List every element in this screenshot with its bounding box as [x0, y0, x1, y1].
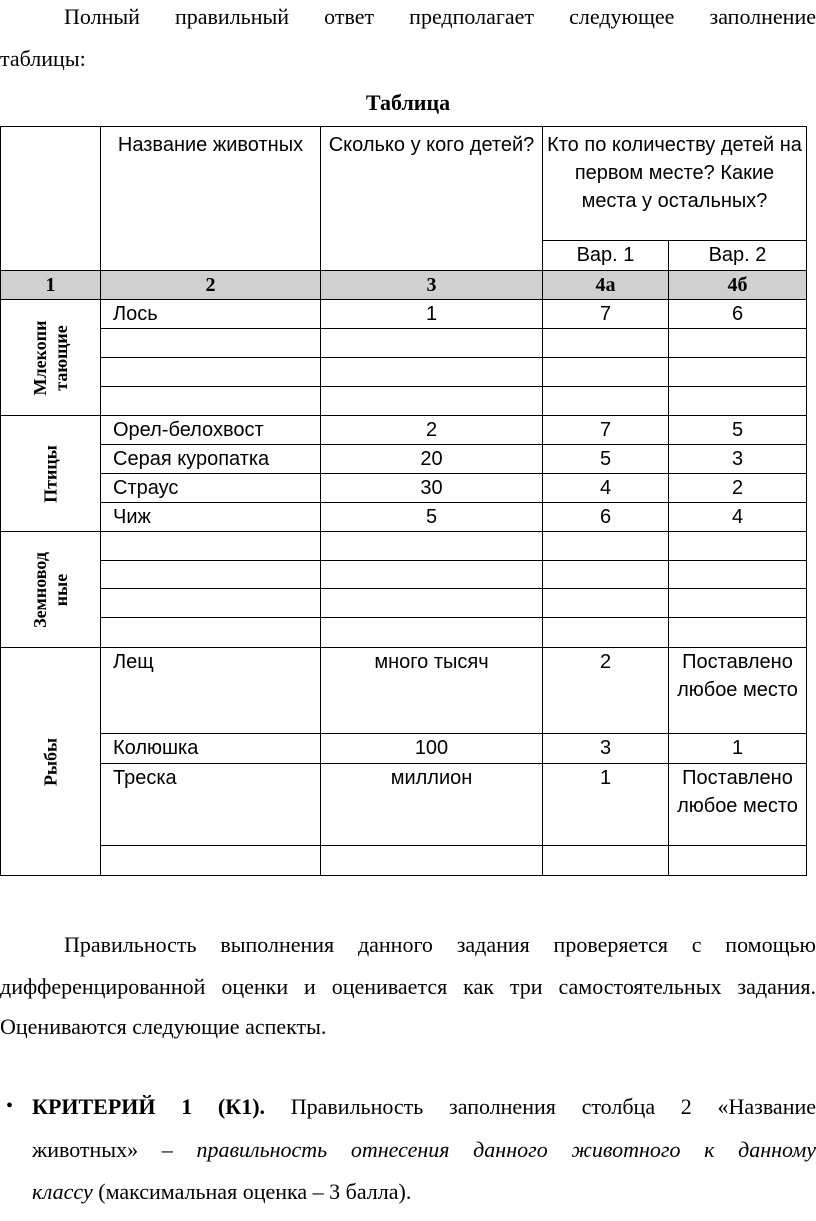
place-var1-cell: 7 [543, 416, 669, 445]
header-place: Кто по количеству детей на первом месте? Какие места у остальных? [543, 127, 807, 241]
place-var1-cell: 4 [543, 474, 669, 503]
group-label-line: Птицы [40, 444, 60, 503]
header-var-2: Вар. 2 [669, 241, 807, 271]
table-row [1, 387, 807, 416]
children-count-cell: много тысяч [321, 648, 543, 734]
place-var1-cell [543, 532, 669, 561]
criterion-line-2 [32, 1133, 816, 1167]
animal-name-cell: Чиж [101, 503, 321, 532]
children-count-cell [321, 846, 543, 876]
animal-name-cell [101, 618, 321, 648]
table-row [1, 300, 807, 329]
column-number-row [1, 271, 807, 300]
place-var2-cell: Поставлено любое место [669, 764, 807, 846]
children-count-cell [321, 329, 543, 358]
place-var1-cell [543, 329, 669, 358]
place-var2-cell: 6 [669, 300, 807, 329]
place-var2-cell [669, 329, 807, 358]
place-var2-cell [669, 532, 807, 561]
animal-name-cell: Орел-белохвост [101, 416, 321, 445]
criterion-line-3 [32, 1175, 816, 1209]
place-var2-cell [669, 589, 807, 618]
place-var2-cell: Поставлено любое место [669, 648, 807, 734]
table-row [1, 532, 807, 561]
place-var2-cell: 2 [669, 474, 807, 503]
column-number: 2 [101, 271, 321, 300]
children-count-cell: 100 [321, 734, 543, 764]
column-number: 4а [543, 271, 669, 300]
table-row [1, 445, 807, 474]
header-corner-cell [1, 127, 101, 271]
children-count-cell: 30 [321, 474, 543, 503]
place-var1-cell: 3 [543, 734, 669, 764]
para2-line-2: дифференцированной оценки и оценивается как три самостоятельных задания. [0, 974, 816, 999]
table-row [1, 474, 807, 503]
animal-name-cell [101, 561, 321, 589]
group-label-line: тающие [50, 324, 71, 391]
table-row [1, 561, 807, 589]
children-count-cell: 1 [321, 300, 543, 329]
animal-name-cell: Серая куропатка [101, 445, 321, 474]
place-var1-cell [543, 561, 669, 589]
table-row [1, 846, 807, 876]
children-count-cell: миллион [321, 764, 543, 846]
table-row [1, 764, 807, 846]
bullet-icon: • [6, 1095, 14, 1117]
animal-name-cell: Страус [101, 474, 321, 503]
para2-line-3: Оцениваются следующие аспекты. [0, 1014, 327, 1039]
place-var1-cell [543, 387, 669, 416]
group-label-line: ные [50, 573, 71, 606]
group-label-cell [1, 300, 101, 416]
place-var2-cell: 5 [669, 416, 807, 445]
place-var1-cell [543, 589, 669, 618]
animal-name-cell [101, 358, 321, 387]
table-row [1, 329, 807, 358]
group-label [30, 320, 72, 395]
group-label [40, 445, 61, 503]
table-row [1, 618, 807, 648]
place-var2-cell [669, 561, 807, 589]
table-title: Таблица [365, 90, 451, 115]
table-row [1, 589, 807, 618]
criterion-title: КРИТЕРИЙ 1 (К1). [32, 1094, 266, 1119]
children-count-cell: 20 [321, 445, 543, 474]
place-var2-cell [669, 618, 807, 648]
place-var2-cell: 1 [669, 734, 807, 764]
column-number: 1 [1, 271, 101, 300]
intro-line-2: таблицы: [0, 46, 86, 71]
table-row [1, 503, 807, 532]
group-label-cell [1, 648, 101, 876]
table-row [1, 358, 807, 387]
table-row [1, 734, 807, 764]
group-label-line: Рыбы [40, 737, 60, 786]
children-count-cell [321, 561, 543, 589]
place-var2-cell [669, 846, 807, 876]
place-var1-cell: 5 [543, 445, 669, 474]
criterion-line-1-text: Правильность заполнения столбца 2 «Название [290, 1094, 816, 1119]
criterion-line-1 [32, 1090, 816, 1124]
column-number: 4б [669, 271, 807, 300]
group-label-line: Земновод [29, 551, 50, 628]
place-var2-cell: 3 [669, 445, 807, 474]
header-animal-name: Название животных [101, 127, 321, 271]
children-count-cell [321, 358, 543, 387]
place-var1-cell [543, 846, 669, 876]
column-number: 3 [321, 271, 543, 300]
group-label [30, 552, 72, 628]
place-var1-cell: 1 [543, 764, 669, 846]
children-count-cell: 5 [321, 503, 543, 532]
children-count-cell [321, 618, 543, 648]
place-var2-cell [669, 387, 807, 416]
group-label-cell [1, 532, 101, 648]
group-label-cell [1, 416, 101, 532]
para2-line-1: Правильность выполнения данного задания проверяется с помощью [64, 932, 816, 957]
place-var2-cell: 4 [669, 503, 807, 532]
animals-table [0, 126, 807, 876]
place-var1-cell: 2 [543, 648, 669, 734]
children-count-cell [321, 387, 543, 416]
group-label [40, 737, 61, 785]
animal-name-cell [101, 846, 321, 876]
header-var-1: Вар. 1 [543, 241, 669, 271]
place-var2-cell [669, 358, 807, 387]
animal-name-cell: Треска [101, 764, 321, 846]
intro-line-1: Полный правильный ответ предполагает следующее заполнение [64, 4, 816, 29]
children-count-cell: 2 [321, 416, 543, 445]
place-var1-cell: 7 [543, 300, 669, 329]
table-row [1, 648, 807, 734]
group-label-line: Млекопи [29, 320, 50, 395]
children-count-cell [321, 532, 543, 561]
place-var1-cell: 6 [543, 503, 669, 532]
animal-name-cell: Лось [101, 300, 321, 329]
animal-name-cell: Лещ [101, 648, 321, 734]
criterion-line-3-plain: (максимальная оценка – 3 балла). [98, 1179, 412, 1204]
criterion-line-3-italic: классу [32, 1179, 93, 1204]
children-count-cell [321, 589, 543, 618]
animal-name-cell [101, 589, 321, 618]
place-var1-cell [543, 358, 669, 387]
animal-name-cell [101, 532, 321, 561]
place-var1-cell [543, 618, 669, 648]
criterion-line-2-plain: животных» – [32, 1137, 173, 1162]
header-children-count: Сколько у кого детей? [321, 127, 543, 271]
table-row [1, 416, 807, 445]
animal-name-cell: Колюшка [101, 734, 321, 764]
animal-name-cell [101, 387, 321, 416]
animal-name-cell [101, 329, 321, 358]
criterion-line-2-italic: правильность отнесения данного животного к данному [196, 1137, 816, 1162]
